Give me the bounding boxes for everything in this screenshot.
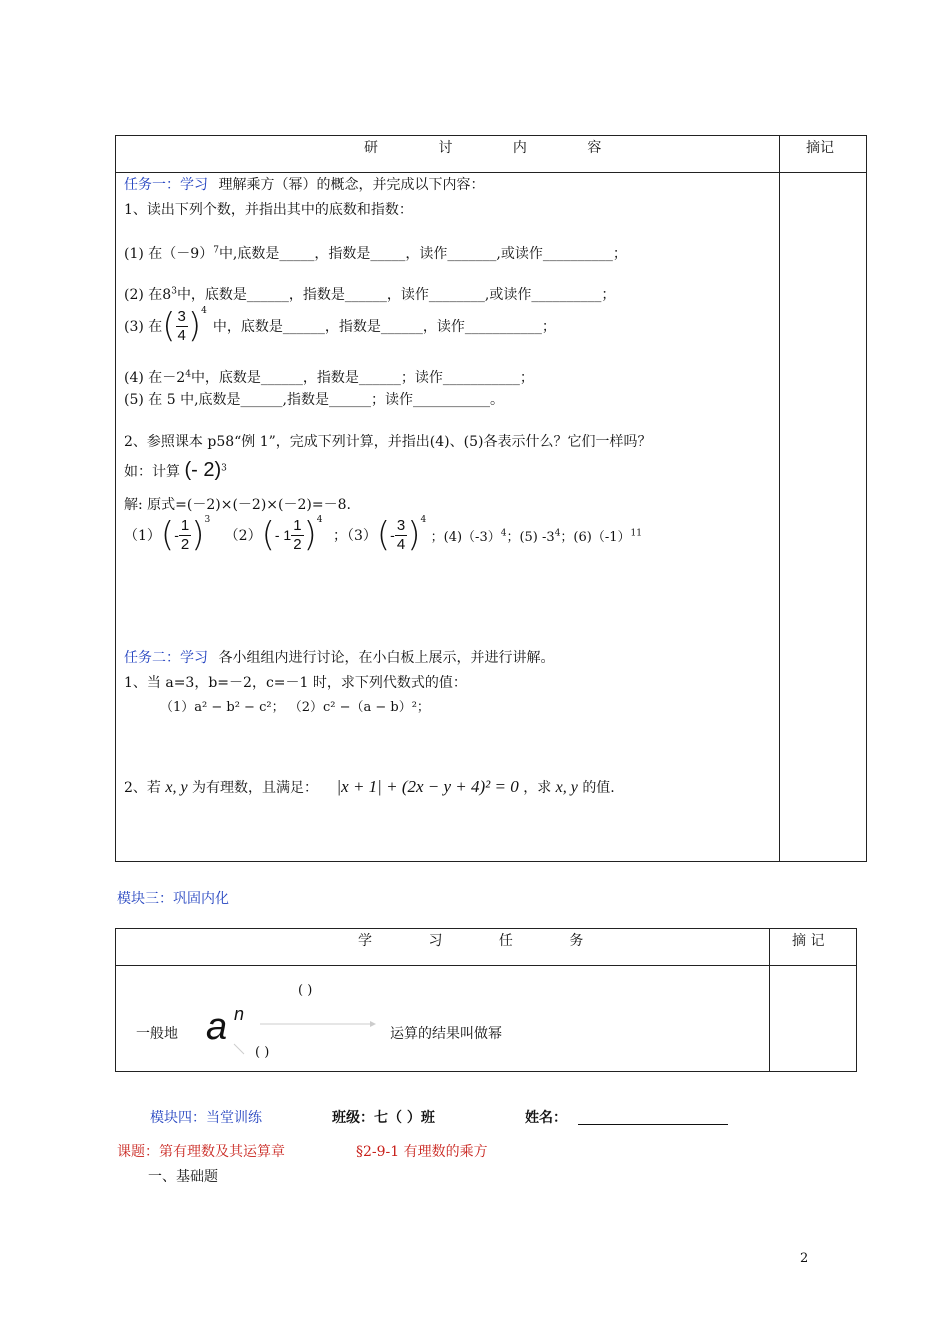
t2-q2-suffix: 的值.: [582, 780, 615, 796]
module3-title: 模块三：巩固内化: [117, 891, 229, 907]
arrow-head-right: [370, 1021, 376, 1027]
read-item-3-frac-den: 4: [177, 326, 186, 344]
solution-line: 解: 原式=(－2)×(－2)×(－2)=－8.: [124, 497, 351, 513]
name-underline: [578, 1124, 728, 1125]
read-item-3: [124, 306, 556, 350]
read-item-2-rest: 中，底数是______，指数是______，读作________,或读作__________；: [176, 287, 616, 303]
read-item-3-rest: 中，底数是______，指数是______，读作___________；: [212, 319, 556, 335]
t2-q2-prefix: 2、若: [124, 780, 161, 796]
calc-3-exp: 4: [420, 515, 427, 525]
calc-2-fraction: [291, 517, 303, 554]
power-base: a: [206, 1006, 228, 1048]
task1-text: 理解乘方（幂）的概念，并完成以下内容：: [218, 177, 485, 193]
t2-q2-mid: 为有理数，且满足：: [192, 780, 319, 796]
calc-4-exp: 4: [500, 528, 507, 539]
t2-q2-vars: x, y: [165, 779, 188, 796]
example-exp: 3: [221, 463, 227, 474]
t2-q1: 1、当 a=3，b=－2，c=－1 时，求下列代数式的值：: [124, 675, 467, 691]
calc-4: ；(4)（-3）: [430, 529, 501, 545]
t2-q2-vars-2: x, y: [555, 779, 578, 796]
calc-3-lparen: (: [376, 515, 391, 555]
read-item-3-sup: 4: [201, 306, 207, 316]
header-divider-2: [116, 965, 856, 966]
t2-q2-suffix-pre: ，求: [523, 780, 552, 796]
calc-5-exp: 4: [554, 528, 561, 539]
read-item-4-rest: 中，底数是______，指数是______；读作___________；: [190, 370, 534, 386]
t2-q2-equation: |x + 1| + (2x − y + 4)² = 0: [336, 777, 519, 796]
table1-header-content: 研 讨 内 容: [364, 140, 630, 156]
read-item-3-frac-num: 3: [177, 307, 186, 325]
calc-6: ；(6)（-1）: [560, 529, 631, 545]
topic-label: 课题：第有理数及其运算章: [117, 1144, 285, 1160]
calc-2-rparen: ): [303, 515, 317, 555]
calc-1-sign: -: [174, 527, 179, 543]
calc-line: [124, 515, 642, 567]
arrow-line-down: [234, 1044, 244, 1054]
t2-q2: [124, 777, 615, 797]
calc-2-lparen: (: [261, 515, 275, 555]
q2-title: 2、参照课本 p58“例 1”，完成下列计算，并指出(4)、(5)各表示什么？它们一样吗？: [124, 434, 652, 450]
read-item-4-sup: 4: [185, 369, 191, 380]
read-item-1-rest: 中,底数是_____，指数是_____，读作_______,或读作__________；: [218, 246, 627, 262]
read-item-1-label: (1) 在（－9）: [124, 246, 214, 262]
calc-1-den: 2: [180, 535, 190, 553]
power-exponent: n: [234, 1004, 245, 1024]
task1-line: [124, 174, 484, 194]
calc-1-lparen: (: [160, 515, 175, 555]
table2-header-content: 学 习 任 务: [358, 933, 610, 949]
calc-1-num: 1: [180, 516, 190, 534]
name-label: 姓名：: [525, 1110, 567, 1126]
read-item-4: [124, 367, 534, 387]
calc-3-den: 4: [396, 535, 406, 553]
calc-3-rparen: ): [407, 515, 421, 555]
table1-header-note: 摘记: [806, 140, 834, 156]
page-number: 2: [800, 1251, 809, 1266]
example-expr: (- 2): [184, 459, 222, 481]
calc-3-label: ；（3）: [332, 528, 377, 544]
calc-2-num: 1: [293, 516, 302, 534]
class-label: 班级：七（ ）班: [332, 1110, 435, 1126]
task1-title: 任务一：学习: [124, 177, 208, 193]
calc-1-fraction: [179, 517, 191, 554]
t2-q1-items: （1）a² − b² − c²； （2）c² −（a − b）²；: [160, 700, 430, 715]
calc-6-exp: 11: [630, 528, 642, 539]
read-item-3-left-paren: (: [162, 306, 176, 346]
task2-text: 各小组组内进行讨论，在小白板上展示，并进行讲解。: [218, 650, 555, 666]
task2-title: 任务二：学习: [124, 650, 208, 666]
table2-header-note: 摘 记: [792, 933, 825, 949]
module4-title: 模块四：当堂训练: [150, 1110, 262, 1126]
read-item-2: [124, 284, 615, 304]
task2-line: [124, 647, 554, 667]
read-item-5: (5) 在 5 中,底数是______,指数是______；读作___________。: [124, 392, 504, 408]
bottom-paren: ( ): [255, 1045, 270, 1060]
read-item-3-label: (3) 在: [124, 319, 163, 335]
read-item-4-label: (4) 在－2: [124, 370, 186, 386]
read-item-2-sup: 3: [171, 286, 177, 297]
calc-2-exp: 4: [316, 515, 323, 525]
general-label: 一般地: [136, 1026, 178, 1042]
calc-5: ；(5) -3: [506, 529, 555, 545]
read-item-3-fraction: [176, 308, 188, 345]
calc-2-sign: - 1: [274, 527, 292, 543]
calc-3-sign: -: [390, 527, 395, 543]
example-line: [124, 459, 227, 482]
calc-1-exp: 3: [204, 515, 211, 525]
calc-3-num: 3: [396, 516, 406, 534]
column-divider-2: [769, 929, 770, 1071]
calc-rest: [431, 530, 642, 545]
result-text: 运算的结果叫做幂: [390, 1026, 502, 1042]
top-paren: ( ): [298, 983, 313, 998]
basic-section: 一、基础题: [148, 1169, 218, 1185]
read-item-1: [124, 243, 627, 263]
read-item-2-label: (2) 在8: [124, 287, 172, 303]
calc-1-label: （1）: [124, 528, 161, 544]
read-item-1-sup: 7: [213, 245, 219, 256]
header-divider: [116, 172, 866, 173]
calc-1-rparen: ): [191, 515, 205, 555]
column-divider: [779, 136, 780, 861]
calc-3-fraction: [395, 517, 407, 554]
example-label: 如：计算: [124, 464, 180, 480]
calc-2-den: 2: [293, 535, 302, 553]
read-item-3-right-paren: ): [187, 306, 202, 346]
topic-section: §2-9-1 有理数的乘方: [356, 1144, 488, 1160]
power-arrows: [230, 1014, 380, 1060]
q1-title: 1、读出下列个数，并指出其中的底数和指数：: [124, 202, 413, 218]
calc-2-label: （2）: [224, 528, 262, 544]
